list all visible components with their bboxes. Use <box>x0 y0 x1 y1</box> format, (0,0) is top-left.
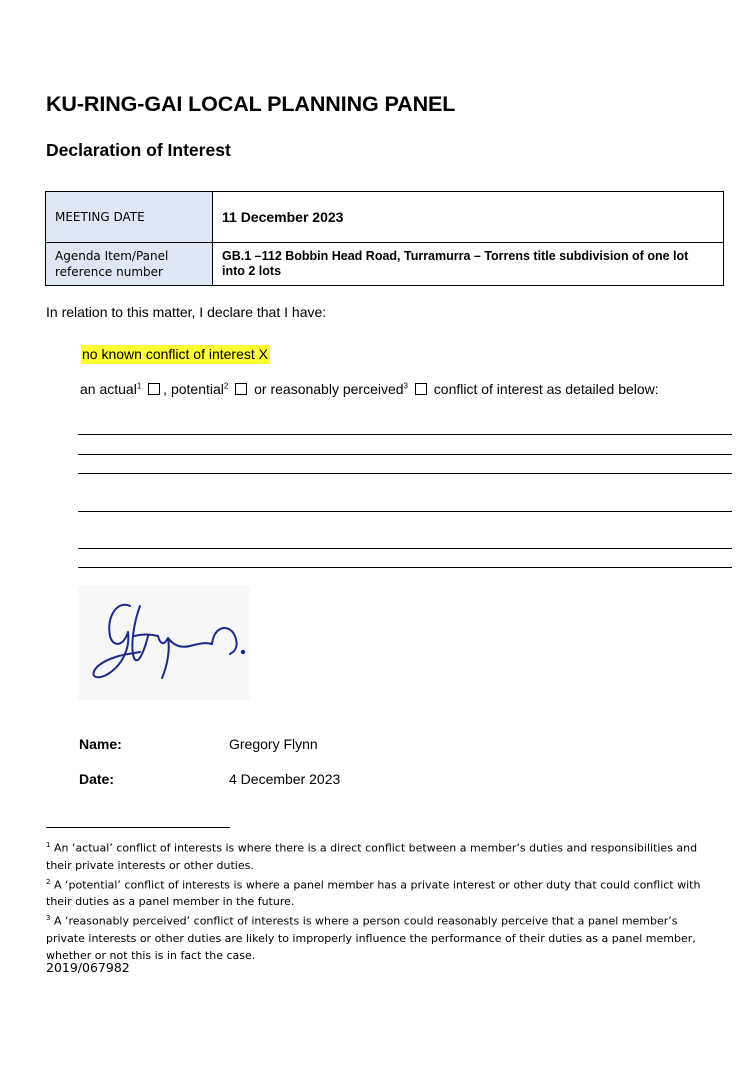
footnote-1-number: 1 <box>46 841 51 849</box>
footnote-2-text: A ‘potential’ conflict of interests is where a panel member has a private interest or other duty that could conflict with their duties as a panel member in the future. <box>46 878 701 909</box>
footnote-ref-1: 1 <box>136 381 142 391</box>
handwritten-signature <box>78 586 250 700</box>
name-label: Name: <box>79 736 122 752</box>
footnotes <box>46 837 706 964</box>
meeting-date-row <box>46 192 724 243</box>
detail-line-1[interactable] <box>78 434 732 435</box>
declaration-intro: In relation to this matter, I declare that I have: <box>46 304 327 320</box>
potential-checkbox[interactable] <box>235 383 247 395</box>
no-conflict-option[interactable]: no known conflict of interest X <box>82 346 268 362</box>
document-reference: 2019/067982 <box>46 960 130 975</box>
detail-line-2[interactable] <box>78 454 732 455</box>
panel-title: KU-RING-GAI LOCAL PLANNING PANEL <box>46 92 456 116</box>
footnote-3 <box>46 910 706 964</box>
detail-line-4[interactable] <box>78 511 732 512</box>
footnote-ref-2: 2 <box>223 381 229 391</box>
perceived-checkbox[interactable] <box>415 383 427 395</box>
footnote-1-text: An ‘actual’ conflict of interests is where there is a direct conflict between a member’s duties and responsibilities and their private interests or other duties. <box>46 841 698 872</box>
name-value: Gregory Flynn <box>229 736 318 752</box>
detail-line-3[interactable] <box>78 473 732 474</box>
agenda-item-row <box>46 243 724 286</box>
footnote-ref-3: 3 <box>403 381 408 391</box>
meeting-info-table <box>45 191 724 286</box>
declaration-heading: Declaration of Interest <box>46 140 231 160</box>
date-value: 4 December 2023 <box>229 771 341 787</box>
perceived-text: or reasonably perceived <box>250 381 404 397</box>
meeting-date-label: MEETING DATE <box>46 192 213 243</box>
actual-text: an actual <box>80 381 137 397</box>
agenda-item-value: GB.1 –112 Bobbin Head Road, Turramurra – Torrens title subdivision of one lot into 2 lots <box>213 243 724 286</box>
conflict-detail-text: conflict of interest as detailed below: <box>429 381 659 397</box>
footnote-1 <box>46 837 706 874</box>
footnote-2 <box>46 874 706 911</box>
footnote-3-number: 3 <box>46 914 51 923</box>
date-label: Date: <box>79 771 115 787</box>
conflict-option-line <box>80 381 659 397</box>
detail-line-5[interactable] <box>78 548 732 549</box>
potential-text: , potential <box>163 381 224 397</box>
footnote-separator <box>46 827 230 828</box>
detail-line-6[interactable] <box>78 567 732 568</box>
actual-checkbox[interactable] <box>148 383 160 395</box>
meeting-date-value: 11 December 2023 <box>213 192 724 243</box>
footnote-2-number: 2 <box>46 877 51 886</box>
agenda-item-label: Agenda Item/Panel reference number <box>46 243 213 286</box>
footnote-3-text: A ‘reasonably perceived’ conflict of interests is where a person could reasonably perceive that a panel member’s private interests or other duties are likely to improperly influence the performance of their duties as a panel member, whether or not this is in fact the case. <box>46 914 696 962</box>
